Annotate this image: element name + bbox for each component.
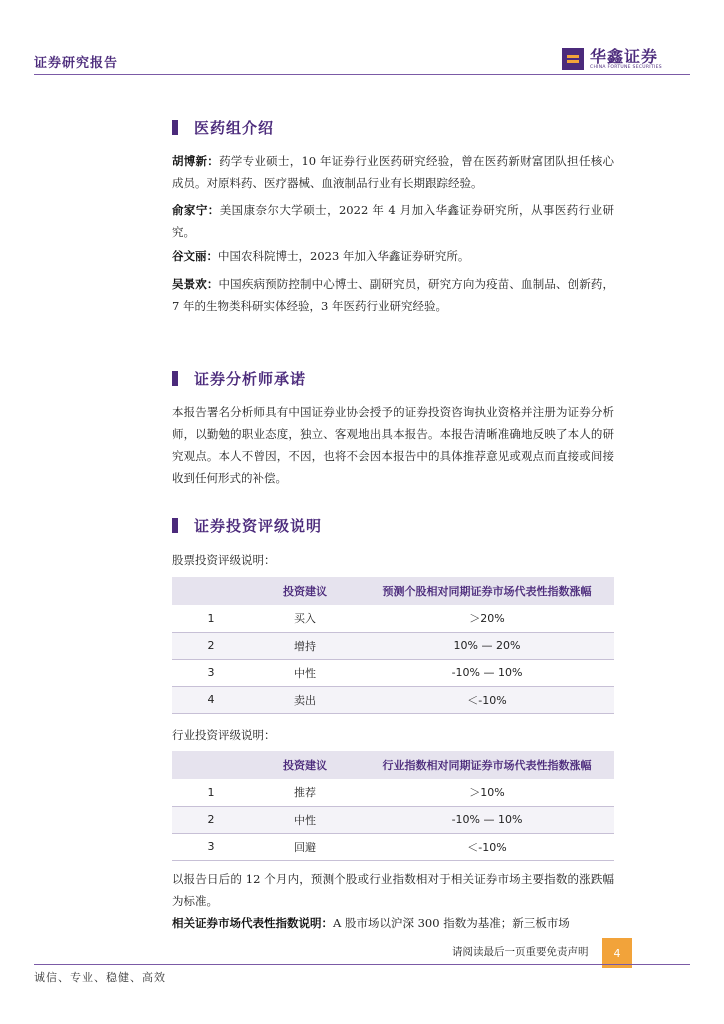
member-name: 胡博新： <box>172 154 220 168</box>
logo-mark-icon <box>562 48 584 70</box>
table-cell: 3 <box>172 659 250 686</box>
table-row <box>172 806 614 833</box>
table-cell: 4 <box>172 686 250 713</box>
stock-rating-table <box>172 577 614 714</box>
section-title-text: 医药组介绍 <box>194 119 275 137</box>
section-title-commitment <box>172 368 306 389</box>
report-type-title: 证券研究报告 <box>34 56 119 71</box>
table-cell: ＞10% <box>360 779 614 806</box>
disclaimer-note: 请阅读最后一页重要免责声明 <box>452 946 589 958</box>
table-row <box>172 632 614 659</box>
section-title-text: 证券投资评级说明 <box>194 517 323 535</box>
table-header-cell: 投资建议 <box>250 751 360 779</box>
logo-cn-text: 华鑫证券 <box>590 46 659 66</box>
member-desc: 美国康奈尔大学硕士，2022 年 4 月加入华鑫证券研究所，从事医药行业研究。 <box>172 203 615 239</box>
member-paragraph <box>172 245 614 267</box>
table-cell: 10% — 20% <box>360 632 614 659</box>
table-header-cell <box>172 577 250 605</box>
index-note-bold: 相关证券市场代表性指数说明： <box>172 916 333 930</box>
member-desc: 中国农科院博士，2023 年加入华鑫证券研究所。 <box>218 249 470 263</box>
table-header-cell: 行业指数相对同期证券市场代表性指数涨幅 <box>360 751 614 779</box>
table-row <box>172 659 614 686</box>
table-cell: 卖出 <box>250 686 360 713</box>
member-paragraph <box>172 273 614 317</box>
table-cell: 推荐 <box>250 779 360 806</box>
section-title-rating <box>172 515 322 536</box>
member-name: 俞家宁： <box>172 203 220 217</box>
page-header <box>0 0 724 78</box>
industry-rating-table <box>172 751 614 861</box>
table-cell: 2 <box>172 632 250 659</box>
section-title-team <box>172 117 274 138</box>
member-name: 谷文丽： <box>172 249 218 263</box>
table-row <box>172 605 614 632</box>
table-header-row <box>172 577 614 605</box>
table-header-row <box>172 751 614 779</box>
member-name: 吴景欢： <box>172 277 219 291</box>
table-cell: ＜-10% <box>360 833 614 860</box>
section-bar-icon <box>172 518 178 533</box>
logo-en-text: CHINA FORTUNE SECURITIES <box>590 64 662 70</box>
table-cell: 买入 <box>250 605 360 632</box>
member-paragraph <box>172 150 614 194</box>
section-title-text: 证券分析师承诺 <box>194 370 307 388</box>
table-row <box>172 779 614 806</box>
member-paragraph <box>172 199 614 243</box>
table-cell: 3 <box>172 833 250 860</box>
commitment-paragraph: 本报告署名分析师具有中国证券业协会授予的证券投资咨询执业资格并注册为证券分析师，以勤勉的职业态度，独立、客观地出具本报告。本报告清晰准确地反映了本人的研究观点。本人不曾因，不因，也将不会因本报告中的具体推荐意见或观点而直接或间接收到任何形式的补偿。 <box>172 405 614 485</box>
table-cell: 1 <box>172 605 250 632</box>
table-header-cell: 预测个股相对同期证券市场代表性指数涨幅 <box>360 577 614 605</box>
table-cell: 增持 <box>250 632 360 659</box>
table-header-cell: 投资建议 <box>250 577 360 605</box>
table-cell: 1 <box>172 779 250 806</box>
page-number-badge: 4 <box>602 938 632 968</box>
table-cell: -10% — 10% <box>360 659 614 686</box>
table-cell: 2 <box>172 806 250 833</box>
footer-divider <box>34 964 690 965</box>
table-cell: -10% — 10% <box>360 806 614 833</box>
table-row <box>172 833 614 860</box>
table-cell: 中性 <box>250 806 360 833</box>
table-cell: ＞20% <box>360 605 614 632</box>
member-desc: 药学专业硕士，10 年证券行业医药研究经验，曾在医药新财富团队担任核心成员。对原料药、医疗器械、血液制品行业有长期跟踪经验。 <box>172 154 614 190</box>
section-bar-icon <box>172 120 178 135</box>
table-header-cell <box>172 751 250 779</box>
table-cell: ＜-10% <box>360 686 614 713</box>
table-cell: 回避 <box>250 833 360 860</box>
section-bar-icon <box>172 371 178 386</box>
stock-rating-label: 股票投资评级说明： <box>172 553 276 567</box>
member-desc: 中国疾病预防控制中心博士、副研究员，研究方向为疫苗、血制品、创新药，7 年的生物类科研实体经验，3 年医药行业研究经验。 <box>172 277 615 313</box>
rating-note-paragraph: 以报告日后的 12 个月内，预测个股或行业指数相对于相关证券市场主要指数的涨跌幅为标准。 <box>172 872 614 908</box>
table-row <box>172 686 614 713</box>
index-note-paragraph <box>172 912 614 934</box>
industry-rating-label: 行业投资评级说明： <box>172 728 276 742</box>
company-logo <box>562 46 662 72</box>
footer-motto: 诚信、专业、稳健、高效 <box>34 971 166 984</box>
table-cell: 中性 <box>250 659 360 686</box>
header-divider <box>34 74 690 75</box>
index-note-text: A 股市场以沪深 300 指数为基准；新三板市场 <box>333 916 570 930</box>
